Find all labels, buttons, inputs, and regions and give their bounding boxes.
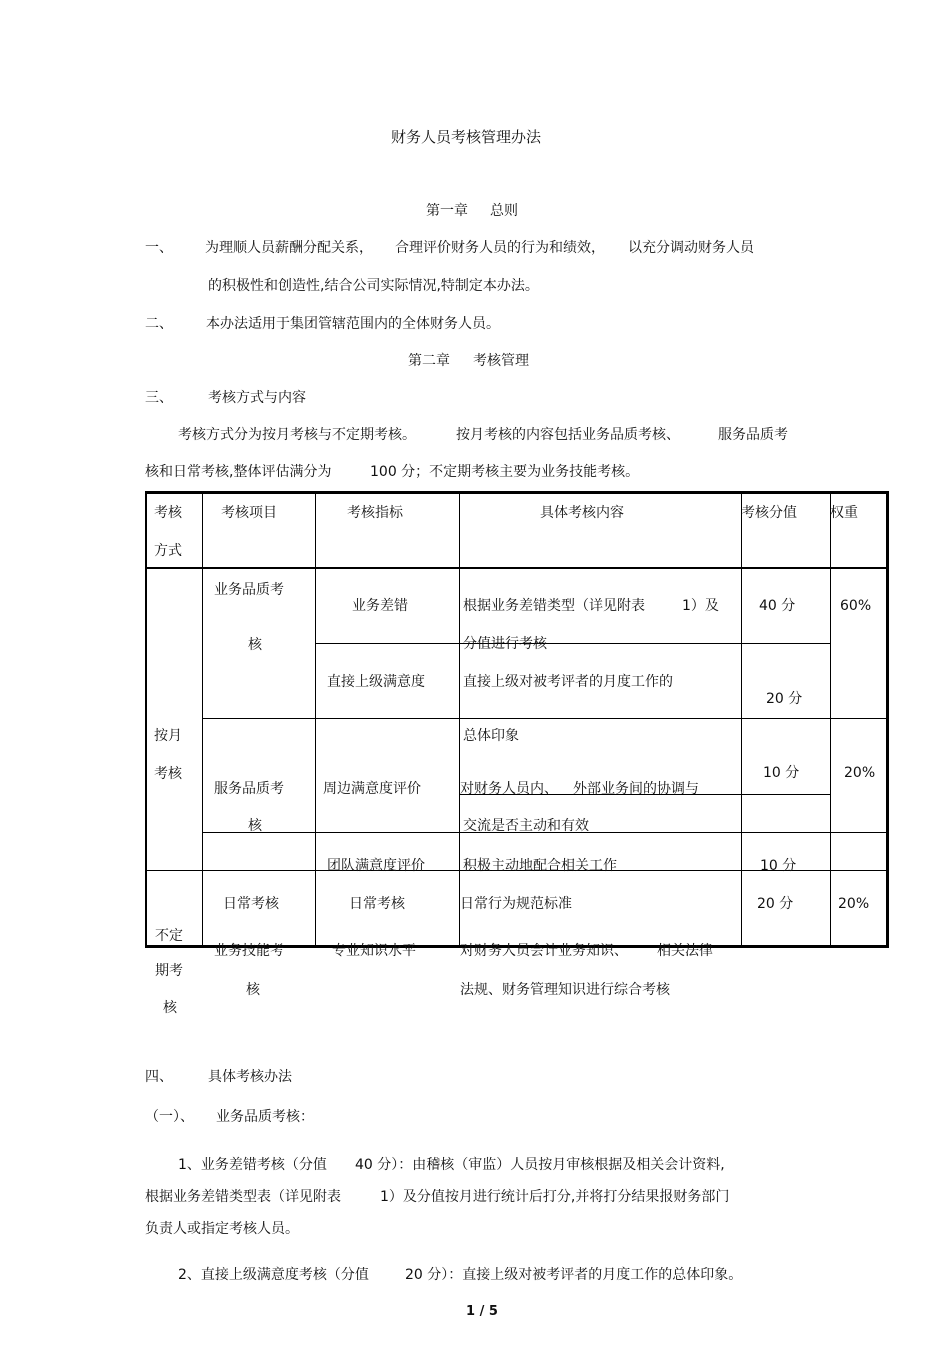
sub1-number: （一）、 [145, 1109, 194, 1125]
weight-service-quality: 20% [844, 765, 876, 781]
page-number: 1 / 5 [466, 1304, 498, 1319]
content-peer-2: 交流是否主动和有效 [463, 818, 589, 834]
content-skill-1b: 相关法律 [657, 943, 713, 959]
item-skill-2: 核 [246, 982, 260, 998]
item3-number: 三、 [145, 390, 173, 406]
content-daily: 日常行为规范标准 [460, 896, 572, 912]
content-team: 积极主动地配合相关工作 [463, 858, 617, 874]
item2-text: 本办法适用于集团管辖范围内的全体财务人员。 [206, 316, 500, 332]
indicator-skill: 专业知识水平 [332, 943, 416, 959]
item-daily: 日常考核 [223, 896, 279, 912]
item-service-quality-2: 核 [248, 818, 262, 834]
p1-line1-b: 40 分）：由稽核（审监）人员按月审核根据及相关会计资料, [355, 1157, 725, 1173]
indicator-peer: 周边满意度评价 [323, 781, 421, 797]
score-supervisor: 20 分 [766, 691, 803, 707]
p1-line2-a: 根据业务差错类型表（详见附表 [145, 1189, 341, 1205]
chapter2-name: 考核管理 [473, 353, 529, 369]
p1-line3: 负责人或指定考核人员。 [145, 1221, 299, 1237]
item3-text: 考核方式与内容 [208, 390, 306, 406]
item1-line1-a: 为理顺人员薪酬分配关系， [205, 240, 373, 256]
content-supervisor-1: 直接上级对被考评者的月度工作的 [463, 674, 673, 690]
method-irregular-3: 核 [163, 1000, 177, 1016]
para3-line1-a: 考核方式分为按月考核与不定期考核。 [178, 427, 416, 443]
table-col-rule [459, 491, 460, 948]
p1-line2-b: 1）及分值按月进行统计后打分,并将打分结果报财务部门 [380, 1189, 730, 1205]
content-skill-2: 法规、财务管理知识进行综合考核 [460, 982, 670, 998]
weight-business-quality: 60% [840, 598, 872, 614]
content-error-2: 分值进行考核 [463, 636, 547, 652]
para3-line2-a: 核和日常考核,整体评估满分为 [145, 464, 332, 480]
content-supervisor-2: 总体印象 [463, 728, 519, 744]
p2-line1-b: 20 分）：直接上级对被考评者的月度工作的总体印象。 [405, 1267, 743, 1283]
table-rule [315, 643, 830, 644]
table-col-rule [202, 491, 203, 948]
item2-number: 二、 [145, 316, 173, 332]
item4-text: 具体考核办法 [208, 1069, 292, 1085]
page-title: 财务人员考核管理办法 [391, 128, 542, 146]
item1-line1-b: 合理评价财务人员的行为和绩效， [395, 240, 605, 256]
table-rule-header [145, 567, 888, 569]
table-border-right [886, 491, 889, 948]
content-skill-1a: 对财务人员会计业务知识、 [460, 943, 628, 959]
score-team: 10 分 [760, 858, 797, 874]
method-monthly-2: 考核 [154, 766, 182, 782]
p2-line1-a: 2、直接上级满意度考核（分值 [178, 1267, 369, 1283]
table-col-rule [315, 491, 316, 948]
item-service-quality-1: 服务品质考 [214, 781, 284, 797]
table-col-rule [741, 491, 742, 948]
item1-line2: 的积极性和创造性,结合公司实际情况,特制定本办法。 [208, 278, 539, 294]
item-business-quality-1: 业务品质考 [214, 582, 284, 598]
chapter2-prefix: 第二章 [408, 353, 450, 369]
weight-daily: 20% [838, 896, 870, 912]
header-method-2: 方式 [154, 543, 182, 559]
item-skill-1: 业务技能考 [214, 943, 284, 959]
header-weight: 权重 [830, 505, 858, 521]
chapter1-name: 总则 [490, 203, 518, 219]
table-border-left [145, 491, 147, 948]
indicator-team: 团队满意度评价 [327, 858, 425, 874]
header-indicator: 考核指标 [347, 505, 403, 521]
score-daily: 20 分 [757, 896, 794, 912]
content-peer-1a: 对财务人员内、 [460, 781, 558, 797]
chapter1-prefix: 第一章 [426, 203, 468, 219]
para3-line1-c: 服务品质考 [718, 427, 788, 443]
sub1-text: 业务品质考核： [216, 1109, 314, 1125]
item-business-quality-2: 核 [248, 637, 262, 653]
para3-line2-b: 100 分；不定期考核主要为业务技能考核。 [370, 464, 640, 480]
item1-number: 一、 [145, 240, 173, 256]
method-irregular-2: 期考 [155, 963, 183, 979]
header-method-1: 考核 [154, 505, 182, 521]
content-error-1b: 1）及 [682, 598, 719, 614]
header-content: 具体考核内容 [540, 505, 624, 521]
para3-line1-b: 按月考核的内容包括业务品质考核、 [456, 427, 680, 443]
indicator-supervisor: 直接上级满意度 [327, 674, 425, 690]
method-irregular-1: 不定 [155, 928, 183, 944]
item4-number: 四、 [145, 1069, 173, 1085]
table-rule [202, 718, 888, 719]
header-score: 考核分值 [741, 505, 797, 521]
score-error: 40 分 [759, 598, 796, 614]
header-item: 考核项目 [221, 505, 277, 521]
indicator-error: 业务差错 [352, 598, 408, 614]
method-monthly-1: 按月 [154, 728, 182, 744]
item1-line1-c: 以充分调动财务人员 [628, 240, 754, 256]
indicator-daily: 日常考核 [349, 896, 405, 912]
score-peer: 10 分 [763, 765, 800, 781]
p1-line1-a: 1、业务差错考核（分值 [178, 1157, 327, 1173]
table-col-rule [830, 491, 831, 948]
content-error-1a: 根据业务差错类型（详见附表 [463, 598, 645, 614]
content-peer-1b: 外部业务间的协调与 [573, 781, 699, 797]
table-border-top [145, 491, 888, 494]
